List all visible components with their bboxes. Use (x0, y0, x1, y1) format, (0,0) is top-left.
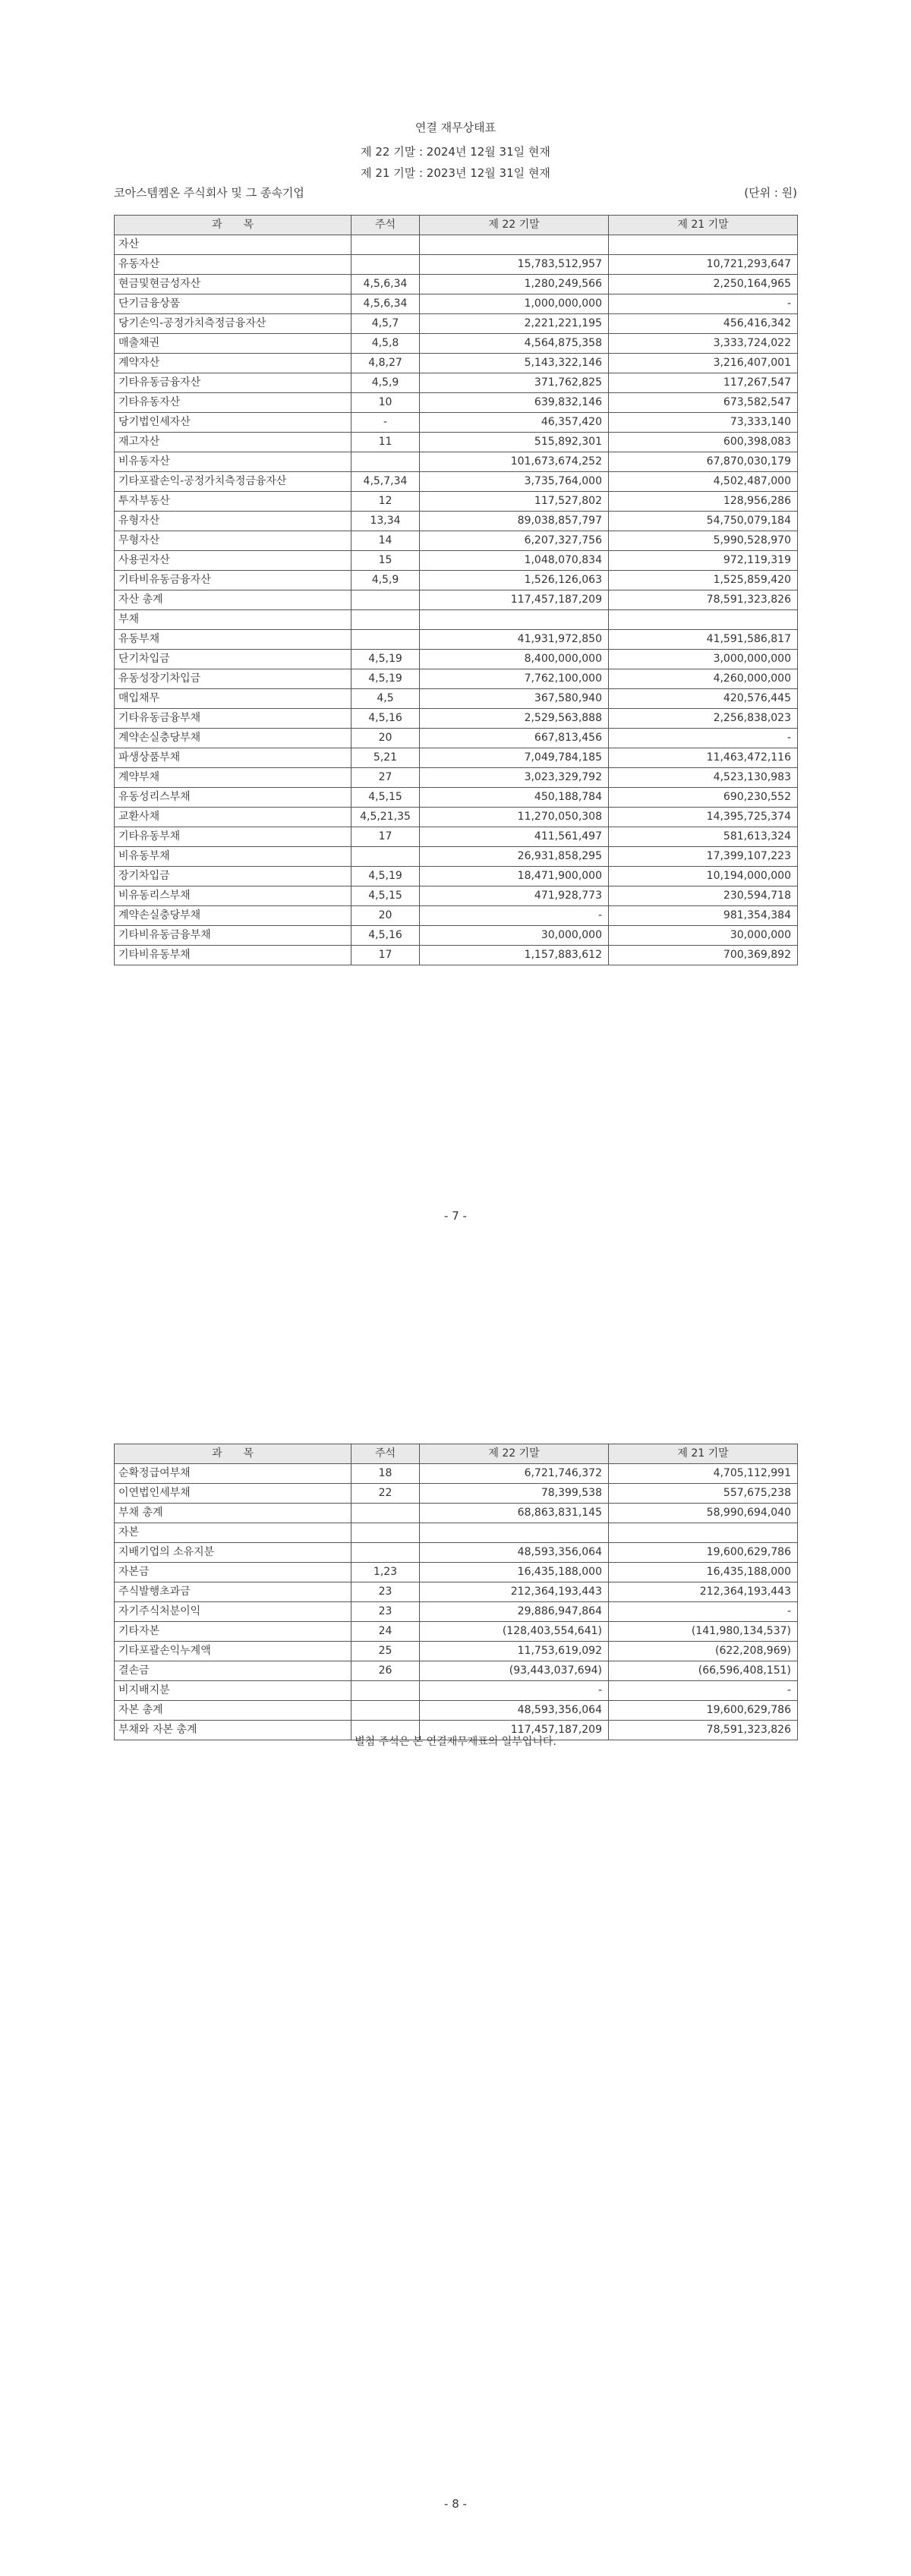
row-prior-value: 230,594,718 (609, 886, 798, 906)
table-row (115, 255, 798, 275)
row-current-value: 18,471,900,000 (420, 867, 609, 886)
row-note (351, 452, 420, 472)
row-item: 기타포괄손익누계액 (115, 1642, 351, 1661)
row-current-value: 11,753,619,092 (420, 1642, 609, 1661)
table-row (115, 1701, 798, 1721)
row-prior-value: 41,591,586,817 (609, 630, 798, 650)
row-current-value: 3,735,764,000 (420, 472, 609, 492)
row-item: 장기차입금 (115, 867, 351, 886)
row-item: 기타자본 (115, 1622, 351, 1642)
row-item: 유동부채 (115, 630, 351, 650)
row-item: 기타비유동금융자산 (115, 571, 351, 590)
row-note: 4,5,6,34 (351, 294, 420, 314)
row-item: 매출채권 (115, 334, 351, 354)
row-item: 단기금융상품 (115, 294, 351, 314)
row-current-value: 11,270,050,308 (420, 808, 609, 827)
table-row (115, 709, 798, 729)
row-current-value: 367,580,940 (420, 689, 609, 709)
row-current-value: 471,928,773 (420, 886, 609, 906)
row-note: 25 (351, 1642, 420, 1661)
table-row (115, 1661, 798, 1681)
row-note: 4,5,15 (351, 886, 420, 906)
row-current-value: 46,357,420 (420, 413, 609, 433)
table-row (115, 354, 798, 373)
table-row (115, 867, 798, 886)
row-prior-value: 5,990,528,970 (609, 531, 798, 551)
row-current-value: 15,783,512,957 (420, 255, 609, 275)
table-row (115, 1563, 798, 1582)
row-item: 계약자산 (115, 354, 351, 373)
row-note: 13,34 (351, 512, 420, 531)
statement-meta (114, 184, 797, 200)
row-prior-value (609, 1523, 798, 1543)
row-prior-value: 117,267,547 (609, 373, 798, 393)
row-current-value: 667,813,456 (420, 729, 609, 748)
row-item: 비지배지분 (115, 1681, 351, 1701)
table-row (115, 393, 798, 413)
row-current-value: - (420, 906, 609, 926)
row-item: 현금및현금성자산 (115, 275, 351, 294)
row-note: 22 (351, 1484, 420, 1504)
row-item: 무형자산 (115, 531, 351, 551)
row-prior-value: 212,364,193,443 (609, 1582, 798, 1602)
row-prior-value: 2,256,838,023 (609, 709, 798, 729)
row-item: 비유동리스부채 (115, 886, 351, 906)
row-current-value: 101,673,674,252 (420, 452, 609, 472)
row-current-value: (128,403,554,641) (420, 1622, 609, 1642)
row-note: 4,5,19 (351, 867, 420, 886)
row-current-value: 4,564,875,358 (420, 334, 609, 354)
row-note: 11 (351, 433, 420, 452)
column-header-current: 제 22 기말 (420, 1444, 609, 1464)
row-item: 계약손실충당부채 (115, 906, 351, 926)
table-row (115, 373, 798, 393)
row-current-value: 117,457,187,209 (420, 590, 609, 610)
row-current-value: 1,000,000,000 (420, 294, 609, 314)
row-current-value: 68,863,831,145 (420, 1504, 609, 1523)
table-row (115, 314, 798, 334)
row-prior-value: - (609, 1681, 798, 1701)
row-item: 당기손익-공정가치측정금융자산 (115, 314, 351, 334)
table-row (115, 1464, 798, 1484)
table-row (115, 1484, 798, 1504)
row-current-value: 8,400,000,000 (420, 650, 609, 669)
row-prior-value: 17,399,107,223 (609, 847, 798, 867)
row-item: 자산 총계 (115, 590, 351, 610)
row-prior-value: 10,721,293,647 (609, 255, 798, 275)
balance-sheet-table-page-7 (114, 215, 798, 965)
row-current-value: 3,023,329,792 (420, 768, 609, 788)
row-current-value: 450,188,784 (420, 788, 609, 808)
row-prior-value: 14,395,725,374 (609, 808, 798, 827)
table-row (115, 1582, 798, 1602)
table-row (115, 610, 798, 630)
column-header-item: 과 목 (115, 1444, 351, 1464)
row-note: 4,5,7,34 (351, 472, 420, 492)
row-note: 14 (351, 531, 420, 551)
row-note: 4,5,19 (351, 669, 420, 689)
table-row (115, 946, 798, 965)
row-note: 4,5,21,35 (351, 808, 420, 827)
row-note: 24 (351, 1622, 420, 1642)
row-current-value: 7,049,784,185 (420, 748, 609, 768)
column-header-current: 제 22 기말 (420, 216, 609, 235)
row-item: 파생상품부채 (115, 748, 351, 768)
row-prior-value: 10,194,000,000 (609, 867, 798, 886)
row-note: 5,21 (351, 748, 420, 768)
row-note: 4,8,27 (351, 354, 420, 373)
table-row (115, 847, 798, 867)
row-note: 27 (351, 768, 420, 788)
table-row (115, 788, 798, 808)
column-header-prior: 제 21 기말 (609, 1444, 798, 1464)
row-item: 기타유동금융자산 (115, 373, 351, 393)
row-note (351, 1504, 420, 1523)
table-row (115, 1642, 798, 1661)
row-prior-value: 73,333,140 (609, 413, 798, 433)
row-current-value: 2,221,221,195 (420, 314, 609, 334)
row-item: 이연법인세부채 (115, 1484, 351, 1504)
row-prior-value (609, 610, 798, 630)
row-note: 17 (351, 946, 420, 965)
table-header-row (115, 216, 798, 235)
table-row (115, 571, 798, 590)
row-note: 23 (351, 1582, 420, 1602)
table-row (115, 886, 798, 906)
row-note: 20 (351, 906, 420, 926)
row-prior-value: 3,216,407,001 (609, 354, 798, 373)
row-item: 지배기업의 소유지분 (115, 1543, 351, 1563)
table-row (115, 669, 798, 689)
row-prior-value: 16,435,188,000 (609, 1563, 798, 1582)
column-header-prior: 제 21 기말 (609, 216, 798, 235)
row-current-value: 29,886,947,864 (420, 1602, 609, 1622)
row-note (351, 1681, 420, 1701)
row-prior-value: 19,600,629,786 (609, 1543, 798, 1563)
table-row (115, 689, 798, 709)
row-note (351, 847, 420, 867)
row-current-value: 371,762,825 (420, 373, 609, 393)
row-prior-value: 700,369,892 (609, 946, 798, 965)
row-note (351, 610, 420, 630)
table-row (115, 748, 798, 768)
row-prior-value: 58,990,694,040 (609, 1504, 798, 1523)
row-note (351, 590, 420, 610)
row-prior-value: 1,525,859,420 (609, 571, 798, 590)
row-note: 4,5 (351, 689, 420, 709)
row-prior-value: 4,260,000,000 (609, 669, 798, 689)
row-prior-value: (622,208,969) (609, 1642, 798, 1661)
row-current-value: 48,593,356,064 (420, 1543, 609, 1563)
row-current-value: 2,529,563,888 (420, 709, 609, 729)
row-item: 부채 총계 (115, 1504, 351, 1523)
row-current-value: 5,143,322,146 (420, 354, 609, 373)
table-row (115, 275, 798, 294)
row-item: 교환사채 (115, 808, 351, 827)
row-note (351, 1523, 420, 1543)
row-item: 매입채무 (115, 689, 351, 709)
table-header-row (115, 1444, 798, 1464)
row-current-value: 212,364,193,443 (420, 1582, 609, 1602)
row-prior-value: 54,750,079,184 (609, 512, 798, 531)
row-item: 기타유동금융부채 (115, 709, 351, 729)
company-name: 코아스템켐온 주식회사 및 그 종속기업 (114, 186, 304, 200)
row-note: 4,5,19 (351, 650, 420, 669)
table-row (115, 827, 798, 847)
row-prior-value: 4,523,130,983 (609, 768, 798, 788)
page-number: - 8 - (444, 2497, 467, 2511)
row-prior-value: 2,250,164,965 (609, 275, 798, 294)
row-item: 자본 총계 (115, 1701, 351, 1721)
table-row (115, 1543, 798, 1563)
table-row (115, 492, 798, 512)
footnote: 별첨 주석은 본 연결재무제표의 일부입니다. (355, 1736, 556, 1748)
row-current-value (420, 235, 609, 255)
row-current-value: 16,435,188,000 (420, 1563, 609, 1582)
row-note: 4,5,15 (351, 788, 420, 808)
row-item: 기타유동부채 (115, 827, 351, 847)
row-current-value: 117,527,802 (420, 492, 609, 512)
row-note: 4,5,16 (351, 926, 420, 946)
row-current-value: 515,892,301 (420, 433, 609, 452)
row-prior-value: 600,398,083 (609, 433, 798, 452)
row-prior-value: 456,416,342 (609, 314, 798, 334)
row-item: 계약손실충당부채 (115, 729, 351, 748)
table-row (115, 294, 798, 314)
row-prior-value: 11,463,472,116 (609, 748, 798, 768)
row-item: 자산 (115, 235, 351, 255)
row-prior-value: 673,582,547 (609, 393, 798, 413)
row-item: 부채와 자본 총계 (115, 1721, 351, 1740)
row-prior-value: - (609, 294, 798, 314)
table-row (115, 650, 798, 669)
row-note: 4,5,8 (351, 334, 420, 354)
row-item: 유동자산 (115, 255, 351, 275)
row-prior-value: 67,870,030,179 (609, 452, 798, 472)
row-prior-value: 981,354,384 (609, 906, 798, 926)
row-prior-value: (141,980,134,537) (609, 1622, 798, 1642)
row-current-value: 30,000,000 (420, 926, 609, 946)
row-note: 4,5,9 (351, 571, 420, 590)
row-current-value (420, 1523, 609, 1543)
row-prior-value: 4,705,112,991 (609, 1464, 798, 1484)
row-item: 부채 (115, 610, 351, 630)
row-current-value: 6,207,327,756 (420, 531, 609, 551)
row-current-value: 89,038,857,797 (420, 512, 609, 531)
row-prior-value: 420,576,445 (609, 689, 798, 709)
row-prior-value: 4,502,487,000 (609, 472, 798, 492)
row-note: 4,5,16 (351, 709, 420, 729)
row-prior-value: 557,675,238 (609, 1484, 798, 1504)
row-item: 재고자산 (115, 433, 351, 452)
row-prior-value: 3,000,000,000 (609, 650, 798, 669)
row-note (351, 235, 420, 255)
row-note (351, 1701, 420, 1721)
balance-sheet-table-page-8 (114, 1444, 798, 1740)
row-note: 20 (351, 729, 420, 748)
row-prior-value (609, 235, 798, 255)
table-row (115, 630, 798, 650)
column-header-note: 주석 (351, 1444, 420, 1464)
row-item: 자본금 (115, 1563, 351, 1582)
table-body-page-8 (115, 1464, 798, 1740)
row-item: 유동성장기차입금 (115, 669, 351, 689)
row-note: 23 (351, 1602, 420, 1622)
row-item: 순확정급여부채 (115, 1464, 351, 1484)
table-row (115, 551, 798, 571)
table-row (115, 1602, 798, 1622)
row-current-value: 1,280,249,566 (420, 275, 609, 294)
row-note: - (351, 413, 420, 433)
row-note: 10 (351, 393, 420, 413)
row-current-value: 411,561,497 (420, 827, 609, 847)
table-row (115, 512, 798, 531)
row-item: 기타포괄손익-공정가치측정금융자산 (115, 472, 351, 492)
row-prior-value: 78,591,323,826 (609, 1721, 798, 1740)
row-item: 결손금 (115, 1661, 351, 1681)
row-prior-value: 78,591,323,826 (609, 590, 798, 610)
row-current-value: 7,762,100,000 (420, 669, 609, 689)
row-prior-value: - (609, 729, 798, 748)
column-header-item: 과 목 (115, 216, 351, 235)
row-item: 자본 (115, 1523, 351, 1543)
row-current-value: 1,157,883,612 (420, 946, 609, 965)
row-note: 4,5,9 (351, 373, 420, 393)
table-row (115, 926, 798, 946)
row-item: 자기주식처분이익 (115, 1602, 351, 1622)
table-row (115, 729, 798, 748)
table-row (115, 1622, 798, 1642)
table-row (115, 472, 798, 492)
period-current: 제 22 기말 : 2024년 12월 31일 현재 (361, 145, 550, 159)
table-row (115, 413, 798, 433)
unit-label: (단위 : 원) (744, 186, 797, 200)
row-note: 15 (351, 551, 420, 571)
column-header-note: 주석 (351, 216, 420, 235)
row-prior-value: 581,613,324 (609, 827, 798, 847)
table-row (115, 1681, 798, 1701)
table-row (115, 334, 798, 354)
row-current-value: (93,443,037,694) (420, 1661, 609, 1681)
row-current-value: 26,931,858,295 (420, 847, 609, 867)
row-current-value: 48,593,356,064 (420, 1701, 609, 1721)
row-prior-value: (66,596,408,151) (609, 1661, 798, 1681)
table-row (115, 235, 798, 255)
row-item: 투자부동산 (115, 492, 351, 512)
row-item: 비유동부채 (115, 847, 351, 867)
row-prior-value: 3,333,724,022 (609, 334, 798, 354)
period-prior: 제 21 기말 : 2023년 12월 31일 현재 (361, 166, 550, 180)
table-row (115, 1504, 798, 1523)
row-note: 12 (351, 492, 420, 512)
table-row (115, 433, 798, 452)
row-item: 계약부채 (115, 768, 351, 788)
row-item: 비유동자산 (115, 452, 351, 472)
table-row (115, 1523, 798, 1543)
table-row (115, 452, 798, 472)
row-current-value: 78,399,538 (420, 1484, 609, 1504)
table-row (115, 906, 798, 926)
row-item: 유형자산 (115, 512, 351, 531)
table-row (115, 590, 798, 610)
row-prior-value: 128,956,286 (609, 492, 798, 512)
table-row (115, 531, 798, 551)
row-note (351, 630, 420, 650)
page-number: - 7 - (444, 1209, 467, 1223)
row-prior-value: - (609, 1602, 798, 1622)
row-item: 기타유동자산 (115, 393, 351, 413)
row-current-value: - (420, 1681, 609, 1701)
row-item: 주식발행초과금 (115, 1582, 351, 1602)
row-current-value: 1,048,070,834 (420, 551, 609, 571)
row-note: 1,23 (351, 1563, 420, 1582)
row-current-value: 639,832,146 (420, 393, 609, 413)
statement-title: 연결 재무상태표 (415, 121, 496, 134)
row-item: 기타비유동부채 (115, 946, 351, 965)
row-prior-value: 19,600,629,786 (609, 1701, 798, 1721)
row-prior-value: 972,119,319 (609, 551, 798, 571)
table-row (115, 768, 798, 788)
row-note (351, 1543, 420, 1563)
row-current-value: 1,526,126,063 (420, 571, 609, 590)
row-item: 기타비유동금융부채 (115, 926, 351, 946)
page-8 (0, 1288, 911, 2576)
row-note: 4,5,7 (351, 314, 420, 334)
row-current-value: 117,457,187,209 (420, 1721, 609, 1740)
row-item: 단기차입금 (115, 650, 351, 669)
row-item: 유동성리스부채 (115, 788, 351, 808)
row-item: 당기법인세자산 (115, 413, 351, 433)
row-note: 18 (351, 1464, 420, 1484)
row-prior-value: 690,230,552 (609, 788, 798, 808)
row-note: 26 (351, 1661, 420, 1681)
row-note: 4,5,6,34 (351, 275, 420, 294)
row-current-value (420, 610, 609, 630)
row-note: 17 (351, 827, 420, 847)
row-note (351, 255, 420, 275)
row-current-value: 6,721,746,372 (420, 1464, 609, 1484)
row-current-value: 41,931,972,850 (420, 630, 609, 650)
row-item: 사용권자산 (115, 551, 351, 571)
table-body-page-7 (115, 235, 798, 965)
row-prior-value: 30,000,000 (609, 926, 798, 946)
table-row (115, 808, 798, 827)
